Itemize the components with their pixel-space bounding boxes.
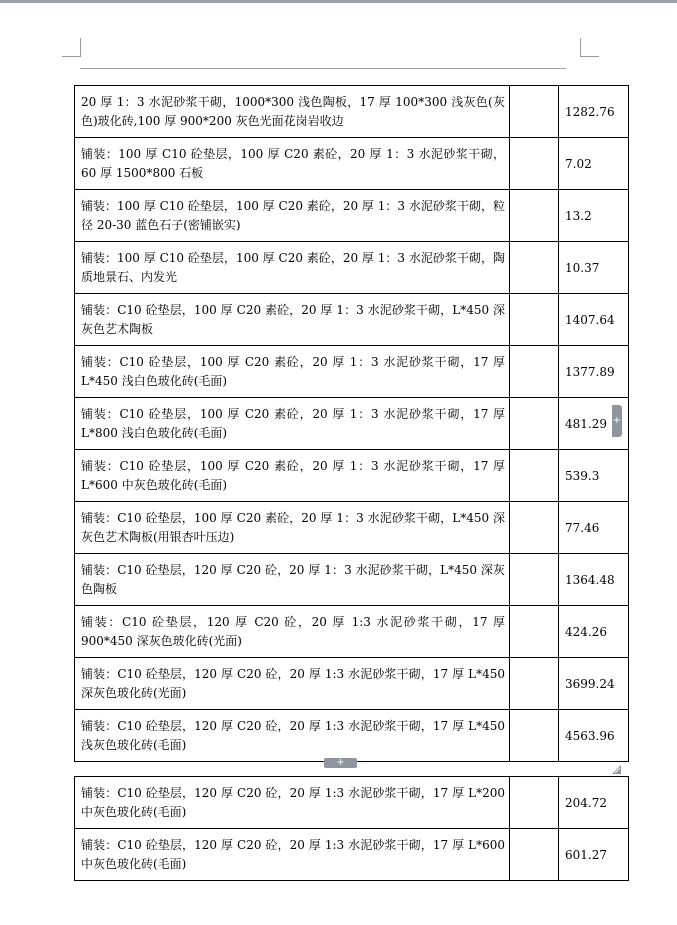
item-description[interactable]: 铺装：100 厚 C10 砼垫层，100 厚 C20 素砼，20 厚 1：3 水泥砂浆干砌，陶质地景石、内发光	[75, 242, 510, 294]
item-description[interactable]: 铺装：C10 砼垫层，100 厚 C20 素砼，20 厚 1：3 水泥砂浆干砌，17 厚 L*600 中灰色玻化砖(毛面)	[75, 450, 510, 502]
quantity-value[interactable]: 1282.76	[559, 86, 629, 138]
quantity-value[interactable]: 1377.89	[559, 346, 629, 398]
quantity-value[interactable]: 10.37	[559, 242, 629, 294]
table-resize-handle[interactable]	[612, 759, 621, 768]
empty-cell[interactable]	[510, 829, 559, 881]
table-row	[75, 294, 629, 346]
item-description[interactable]: 铺装：C10 砼垫层，100 厚 C20 素砼，20 厚 1：3 水泥砂浆干砌，17 厚 L*450 浅白色玻化砖(毛面)	[75, 346, 510, 398]
empty-cell[interactable]	[510, 242, 559, 294]
item-description[interactable]: 铺装：C10 砼垫层，120 厚 C20 砼，20 厚 1:3 水泥砂浆干砌，17 厚 900*450 深灰色玻化砖(光面)	[75, 606, 510, 658]
quantity-value[interactable]: 13.2	[559, 190, 629, 242]
quantity-value[interactable]: 601.27	[559, 829, 629, 881]
empty-cell[interactable]	[510, 554, 559, 606]
item-description[interactable]: 铺装：C10 砼垫层，120 厚 C20 砼，20 厚 1:3 水泥砂浆干砌，17 厚 L*200 中灰色玻化砖(毛面)	[75, 777, 510, 829]
empty-cell[interactable]	[510, 294, 559, 346]
page-header-line	[80, 68, 566, 69]
table-row	[75, 346, 629, 398]
table-row	[75, 502, 629, 554]
quantity-value[interactable]: 77.46	[559, 502, 629, 554]
quantity-value[interactable]: 3699.24	[559, 658, 629, 710]
quantity-value[interactable]: 7.02	[559, 138, 629, 190]
quantity-value[interactable]: 4563.96	[559, 710, 629, 762]
table-row	[75, 398, 629, 450]
table-row	[75, 710, 629, 762]
item-description[interactable]: 铺装：C10 砼垫层，120 厚 C20 砼，20 厚 1:3 水泥砂浆干砌，17 厚 L*450 浅灰色玻化砖(毛面)	[75, 710, 510, 762]
plus-icon: +	[336, 757, 345, 768]
crop-mark-top-right	[580, 38, 599, 57]
item-description[interactable]: 铺装：100 厚 C10 砼垫层，100 厚 C20 素砼，20 厚 1：3 水泥砂浆干砌，粒径 20-30 蓝色石子(密铺嵌实)	[75, 190, 510, 242]
table-row	[75, 242, 629, 294]
empty-cell[interactable]	[510, 710, 559, 762]
window-top-border	[0, 0, 677, 3]
item-description[interactable]: 铺装：100 厚 C10 砼垫层，100 厚 C20 素砼，20 厚 1：3 水泥砂浆干砌，60 厚 1500*800 石板	[75, 138, 510, 190]
empty-cell[interactable]	[510, 658, 559, 710]
table-row	[75, 450, 629, 502]
empty-cell[interactable]	[510, 502, 559, 554]
quantity-table-continued	[74, 776, 629, 881]
table-row	[75, 829, 629, 881]
table-row	[75, 606, 629, 658]
plus-icon: +	[612, 415, 622, 426]
resize-grip-icon	[612, 765, 621, 774]
item-description[interactable]: 铺装：C10 砼垫层，100 厚 C20 素砼，20 厚 1：3 水泥砂浆干砌，L*450 深灰色艺术陶板	[75, 294, 510, 346]
quantity-value[interactable]: 1407.64	[559, 294, 629, 346]
item-description[interactable]: 铺装：C10 砼垫层，100 厚 C20 素砼，20 厚 1：3 水泥砂浆干砌，L*450 深灰色艺术陶板(用银杏叶压边)	[75, 502, 510, 554]
quantity-value[interactable]: 539.3	[559, 450, 629, 502]
empty-cell[interactable]	[510, 190, 559, 242]
add-row-button[interactable]	[324, 758, 357, 768]
table-row	[75, 190, 629, 242]
quantity-table	[74, 85, 629, 762]
empty-cell[interactable]	[510, 606, 559, 658]
item-description[interactable]: 铺装：C10 砼垫层，100 厚 C20 素砼，20 厚 1：3 水泥砂浆干砌，17 厚 L*800 浅白色玻化砖(毛面)	[75, 398, 510, 450]
quantity-value[interactable]: 1364.48	[559, 554, 629, 606]
table-row	[75, 554, 629, 606]
item-description[interactable]: 铺装：C10 砼垫层，120 厚 C20 砼，20 厚 1:3 水泥砂浆干砌，17 厚 L*600 中灰色玻化砖(毛面)	[75, 829, 510, 881]
empty-cell[interactable]	[510, 450, 559, 502]
table-row	[75, 777, 629, 829]
item-description[interactable]: 铺装：C10 砼垫层，120 厚 C20 砼，20 厚 1：3 水泥砂浆干砌，L*450 深灰色陶板	[75, 554, 510, 606]
insert-column-button[interactable]	[612, 405, 622, 437]
empty-cell[interactable]	[510, 86, 559, 138]
table-row	[75, 658, 629, 710]
quantity-value[interactable]: 481.29	[559, 398, 629, 450]
item-description[interactable]: 铺装：C10 砼垫层，120 厚 C20 砼，20 厚 1:3 水泥砂浆干砌，17 厚 L*450 深灰色玻化砖(光面)	[75, 658, 510, 710]
crop-mark-top-left	[62, 38, 81, 57]
table-row	[75, 86, 629, 138]
empty-cell[interactable]	[510, 346, 559, 398]
empty-cell[interactable]	[510, 138, 559, 190]
quantity-value[interactable]: 424.26	[559, 606, 629, 658]
table-row	[75, 138, 629, 190]
quantity-value[interactable]: 204.72	[559, 777, 629, 829]
empty-cell[interactable]	[510, 398, 559, 450]
empty-cell[interactable]	[510, 777, 559, 829]
item-description[interactable]: 20 厚 1：3 水泥砂浆干砌，1000*300 浅色陶板，17 厚 100*300 浅灰色(灰色)玻化砖,100 厚 900*200 灰色光面花岗岩收边	[75, 86, 510, 138]
